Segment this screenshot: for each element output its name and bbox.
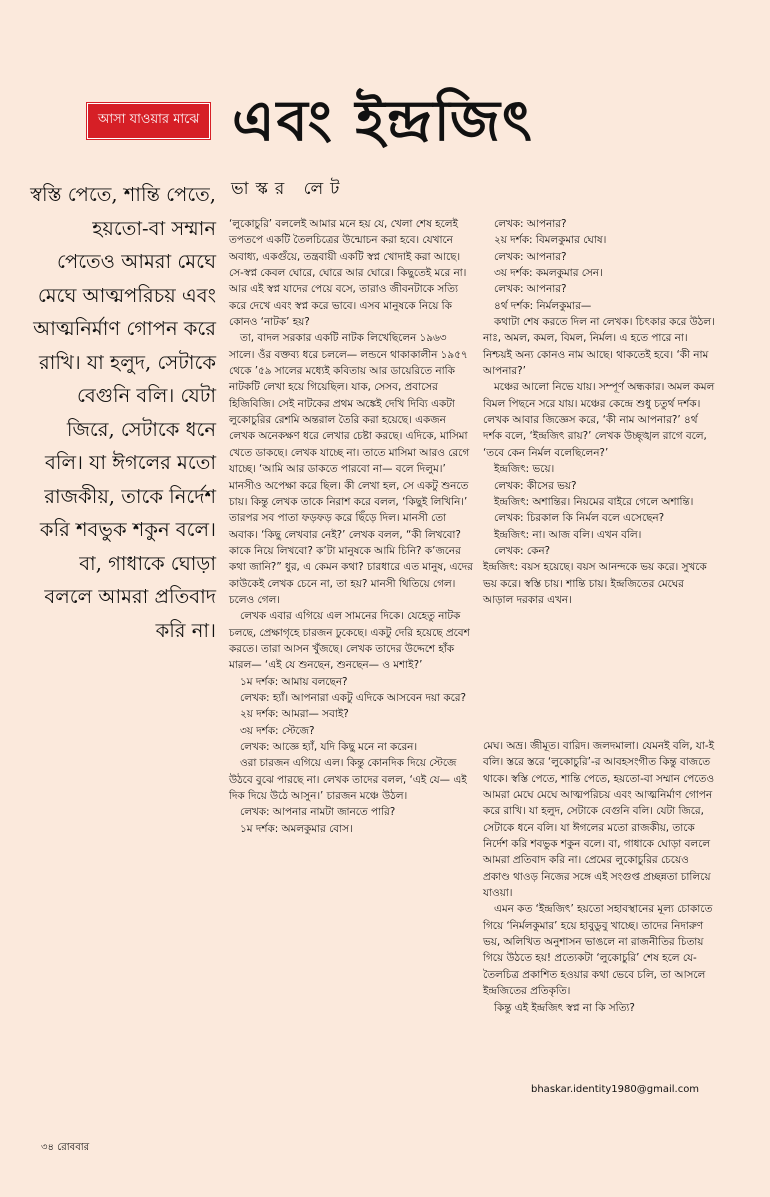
headline: এবং ইন্দ্রজিৎ: [232, 89, 534, 154]
paragraph: ওরা চারজন এগিয়ে এল। কিন্তু কোনদিক দিয়ে স্টেজে উঠবে বুঝে পারছে না। লেখক তাদের বলল, ‘এই যে— এই দিক দিয়ে উঠে আসুন।’ চারজন মঞ্চে উঠল।: [229, 757, 467, 803]
section-tag: আসা যাওয়ার মাঝে: [87, 103, 210, 139]
dialogue-line: লেখক: আজ্ঞে হ্যাঁ, যদি কিছু মনে না করেন।: [240, 741, 418, 753]
paragraph: লেখক এবার এগিয়ে এল সামনের দিকে। যেহেতু নাটক চলছে, প্রেক্ষাগৃহে চারজন ঢুকেছে। একটু দেরি হয়েছে প্রবেশ করতে। তারা আসন খুঁজছে। লেখক তাদের উদ্দেশে হাঁক মারল— ‘এই যে শুনছেন, শুনছেন— ও মশাই?’: [229, 610, 470, 672]
paragraph: তা, বাদল সরকার একটি নাটক লিখেছিলেন ১৯৬৩ সালে। ওঁর বক্তব্য ধরে চললে— লন্ডনে থাকাকালীন ১৯৫৭ থেকে ’৫৯ সালের মধ্যেই কবিতায় আর ডায়েরিতে নাকি নাটকটি লেখা হয়ে গিয়েছিল। যাক, সেসব, প্রবাসের হিজিবিজি। সেই নাটকের প্রথম অঙ্কেই দেখি দিব্যি একটা লুকোচুরির রেশমি অন্তরাল তৈরি করা হয়েছে। একজন লেখক অনেকক্ষণ ধরে লেখার চেষ্টা করছে। এদিকে, মাসিমা খেতে ডাকছে। লেখক যাচ্ছে না। তাতে মাসিমা আরও রেগে যাচ্ছে। ‘আমি আর ডাকতে পারবো না— বলে দিলুম।’ মানসীও অপেক্ষা করে ছিল। কী লেখা হল, সে একটু শুনতে চায়। কিন্তু লেখক তাকে নিরাশ করে বলল, ‘কিছুই লিখিনি।’ তারপর সব পাতা ফড়ফড় করে ছিঁড়ে দিল। মানসী তো অবাক। ‘কিছু লেখবার নেই?’ লেখক বলল, “কী লিখবো? কাকে নিয়ে লিখবো? ক’টা মানুষকে আমি চিনি? ক’জনের কথা জানি?” ধুর, এ কেমন কথা? চারধারে এত মানুষ, এদের কাউকেই লেখক চেনে না, তা হয়? মানসী থিতিয়ে গেল। চলেও গেল।: [229, 332, 473, 606]
body-column-1: [229, 216, 475, 837]
paragraph: কিন্তু এই ইন্দ্রজিৎ স্বপ্ন না কি সত্যি?: [494, 1001, 635, 1014]
paragraph: ‘লুকোচুরি’ বললেই আমার মনে হয় যে, খেলা শেষ হলেই তপতপে একটি তৈলচিত্রের উন্মোচন করা হবে। যেখানে অবাধ্য, একগুঁয়ে, তন্ত্রবায়ী একটি স্বপ্ন খোদাই করা আছে। সে-স্বপ্ন কেবল ঘোরে, ঘোরে আর ঘোরে। কিছুতেই মরে না। আর এই স্বপ্ন যাদের পেয়ে বসে, তারাও জীবনটাকে সত্যি করে দেখে এবং স্বপ্ন করে ভাবে। এসব মানুষকে নিয়ে কি কোনও ‘নাটক’ হয়?: [229, 218, 467, 329]
dialogue-line: ইন্দ্রজিৎ: অশান্তির। নিয়মের বাইরে গেলে অশান্তি।: [494, 495, 694, 508]
dialogue-line: ২য় দর্শক: আমরা— সবাই?: [240, 708, 349, 721]
pull-quote: স্বস্তি পেতে, শান্তি পেতে, হয়তো-বা সম্মান পেতেও আমরা মেঘে মেঘে আত্মপরিচয় এবং আত্মনির্মাণ গোপন করে রাখি। যা হলুদ, সেটাকে বেগুনি বলি। যেটা জিরে, সেটাকে ধনে বলি। যা ঈগলের মতো রাজকীয়, তাকে নির্দেশ করি শবভুক শকুন বলে। বা, গাধাকে ঘোড়া বললে আমরা প্রতিবাদ করি না।: [30, 183, 216, 642]
dialogue-line: লেখক: আপনার?: [494, 283, 567, 296]
dialogue-line: ১ম দর্শক: আমায় বলছেন?: [240, 675, 348, 688]
dialogue-line: লেখক: হ্যাঁ। আপনারা একটু এদিকে আসবেন দয়া করে?: [240, 691, 467, 704]
dialogue-line: লেখক: আপনার?: [494, 218, 567, 230]
paragraph: কথাটা শেষ করতে দিল না লেখক। চিৎকার করে উঠল। নাঃ, অমল, কমল, বিমল, নির্মল। এ হতে পারে না। নিশ্চয়ই অন্য কোনও নাম আছে। থাকতেই হবে। ‘কী নাম আপনার?’: [483, 316, 715, 378]
byline: ভাস্কর লেট: [231, 179, 347, 199]
dialogue-line: লেখক: চিরকাল কি নির্মল বলে এসেছেন?: [494, 512, 665, 525]
dialogue-line: ৩য় দর্শক: কমলকুমার সেন।: [494, 267, 603, 280]
dialogue-line: ২য় দর্শক: বিমলকুমার ঘোষ।: [494, 234, 607, 247]
page-folio: ৩৪ রোববার: [41, 1142, 90, 1153]
paragraph: মেঘ। অভ্র। জীমূত। বারিদ। জলদমালা। যেমনই বলি, যা-ই বলি। স্তরে স্তরে ‘লুকোচুরি’-র আবহসংগীত কিন্তু বাজতে থাকে। স্বস্তি পেতে, শান্তি পেতে, হয়তো-বা সম্মান পেতেও আমরা মেঘে মেঘে আত্মপরিচয় এবং আত্মনির্মাণ গোপন করে রাখি। যা হলুদ, সেটাকে বেগুনি বলি। যেটা জিরে, সেটাকে ধনে বলি। যা ঈগলের মতো রাজকীয়, তাকে নির্দেশ করি শবভুক শকুন বলে। বা, গাধাকে ঘোড়া বললে আমরা প্রতিবাদ করি না। প্রেমের লুকোচুরির চেয়েও প্রকাণ্ড থাওড় নিজের সঙ্গে এই সংগুপ্ত প্রচ্ছন্নতা চালিয়ে যাওয়া।: [483, 740, 715, 900]
dialogue-line: ইন্দ্রজিৎ: না। আজ বলি। এখন বলি।: [494, 528, 642, 541]
dialogue-line: ৩য় দর্শক: স্টেজে?: [240, 724, 315, 737]
dialogue-line: ইন্দ্রজিৎ: ভয়ে।: [494, 463, 555, 476]
paragraph: এমন কত ‘ইন্দ্রজিৎ’ হয়তো সহাবস্থানের মূল্য চোকাতে গিয়ে ‘নির্মলকুমার’ হয়ে হাবুডুবু খাচ্ছে। তাদের নিদারুণ ভয়, অলিখিত অনুশাসন ভাঙলে না রাজনীতির চিতায় গিয়ে উঠতে হয়! প্রত্যেকটা ‘লুকোচুরি’ শেষ হলে যে-তৈলচিত্র প্রকাশিত হওয়ার কথা ভেবে চলি, তা আসলে ইন্দ্রজিতের প্রতিকৃতি।: [483, 903, 713, 998]
dialogue-line: লেখক: কীসের ভয়?: [494, 479, 577, 492]
body-column-2: [483, 216, 717, 608]
paragraph: মঞ্চের আলো নিভে যায়। সম্পূর্ণ অন্ধকার। অমল কমল বিমল পিছনে সরে যায়। মঞ্চের কেন্দ্রে শুধু চতুর্থ দর্শক। লেখক আবার জিজ্ঞেস করে, ‘কী নাম আপনার?’ ৪র্থ দর্শক বলে, ‘ইন্দ্রজিৎ রায়?’ লেখক উচ্ছৃঙ্খল রাগে বলে, ‘তবে কেন নির্মল বলেছিলেন?’: [483, 381, 715, 459]
dialogue-line: ইন্দ্রজিৎ: বয়স হয়েছে। বয়স আনন্দকে ভয় করে। সুখকে ভয় করে। স্বস্তি চায়। শান্তি চায়। ইন্দ্রজিতের মেঘের আড়াল দরকার এখন।: [483, 561, 707, 606]
dialogue-line: লেখক: কেন?: [494, 544, 551, 557]
dialogue-line: লেখক: আপনার?: [494, 250, 567, 263]
author-email: bhaskar.identity1980@gmail.com: [531, 1084, 700, 1095]
dialogue-line: ১ম দর্শক: অমলকুমার বোস।: [240, 822, 353, 835]
dialogue-line: ৪র্থ দর্শক: নির্মলকুমার—: [494, 299, 592, 312]
dialogue-line: লেখক: আপনার নামটা জানতে পারি?: [240, 806, 396, 819]
body-column-2-lower: [483, 738, 717, 1016]
